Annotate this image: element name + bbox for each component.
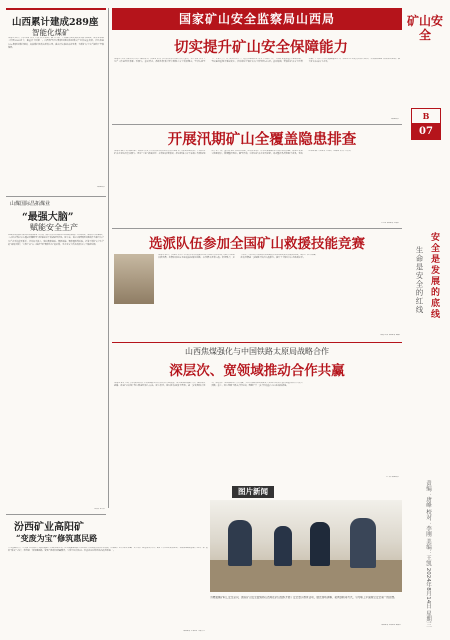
divider-3 xyxy=(112,342,402,343)
left-article1-byline: （韩惠靖） xyxy=(95,186,106,188)
masthead-banner xyxy=(112,8,402,30)
slogan-vertical-2: 生命是安全的红线 xyxy=(415,246,424,314)
article2-body: 本报讯 进入主汛期以来，国家矿山安全监察局山西局组织开展汛期矿山全覆盖隐患排查，全面检查矿山企业防汛责任落实、雨季“三防”措施执行、水害防治等情况。检查组深入井下采掘工作面和地面工业广场，重点排查矿井排水系统、地表水防治、应急物资储备等方面存在的问题，督促企业建立隐患清单，限期整改到位。截至目前，已检查矿山企业百余家，排查整改各类隐患千余条，有效防范化解了汛期安全风险，确保矿山安全度汛。 xyxy=(114,150,353,156)
left-article3-subtitle: “变废为宝”修筑惠民路 xyxy=(16,533,98,543)
left-divider-1 xyxy=(6,196,106,197)
divider-lead xyxy=(112,124,402,125)
page-number: 07 xyxy=(411,124,441,140)
article4-body: 本报讯 8月上旬，山西焦煤集团与中国铁路太原局集团召开座谈会，双方就深化战略合作、保障煤炭运输、推进“公转铁”等方面进行深入交流。双方表示，将以此次座谈为契机，进一步发挥各自优势，深层次、宽领域推动合作共赢，共同为保障国家能源安全和地方经济社会高质量发展作出更大贡献。会上，双方签署了相关合作协议，明确了下一步合作的重点方向和具体措施。 xyxy=(114,382,303,388)
lead-article-body: 本报讯 为切实提升矿山安全保障能力，国家矿山安全监察局山西局近日召开会议，对全省矿山安全生产工作进行再部署、再落实。会议要求，各级监察部门要牢固树立安全发展理念，坚持人民至上、生命至上，以“时时放心不下”的责任感抓好矿山安全各项工作，全面排查整治重大事故隐患，坚决遏制重特大事故发生，持续推动全省矿山安全形势稳定向好。会议强调，要强化矿山安全监管执法，严厉打击各类违法违规行为，推动企业主体责任落实到位。要加快推进矿山智能化建设，提升矿山本质安全水平。 xyxy=(114,58,400,64)
left-article2-kicker: 山煤国际昌拓煤业 xyxy=(10,201,51,207)
left-article1-title: 山西累计建成289座 xyxy=(12,17,99,28)
article2-title: 开展汛期矿山全覆盖隐患排查 xyxy=(167,131,357,148)
article2-byline: （李明 韩惠靖 赵静） xyxy=(379,222,400,224)
article3-body: 本报讯 近日，国家矿山安全监察局山西局选派优秀矿山救护队伍参加全国矿山救援技能竞赛。参赛队员经过多轮选拔和强化训练，在竞赛中沉着应战、密切配合，充分展示了山西矿山救援队伍过硬的技术本领和良好的精神风貌，取得了优异成绩。此次竞赛进一步锤炼了队伍实战能力，提升了全省矿山应急救援水平。 xyxy=(158,254,318,260)
photo-person-4 xyxy=(350,518,376,568)
article3-byline: 本报记者 韩惠靖 摄影 xyxy=(379,334,400,336)
left-article2-subtitle: 赋能安全生产 xyxy=(30,223,78,232)
lead-article-byline: （韩惠靖） xyxy=(389,118,400,120)
photo-news-caption: 为增强煤矿职工安全意识，国家矿山安全监察局山西局在矿区组织开展了安全警示教育活动，通过现场讲解、案例剖析等方式，引导职工牢固树立安全第一的思想。 xyxy=(210,596,397,599)
left-article3-body: 七月的骄阳下，汾西矿业高阳矿门前的道路上车辆往来有序。这条道路是该矿利用煤矸石等固废材料修筑而成，既解决了矸石堆放难题，又方便了周边群众出行。该矿坚持绿色发展理念，积极推进固废综合利用，把“废料”变成“宝贝”，修筑起一条条惠民路，受到当地群众普遍赞誉，实现了经济效益、社会效益和环境效益的有机统一。 xyxy=(8,547,208,553)
photo-person-1 xyxy=(228,520,252,566)
photo-news-label xyxy=(232,486,274,498)
article3-photo xyxy=(114,254,154,304)
article4-kicker: 山西焦煤强化与中国铁路太原局战略合作 xyxy=(185,347,329,356)
left-article2-body: 走进山煤国际昌拓煤业智能综采工作面，液压支架在电液控制系统的指挥下有序推移，采煤机自动截割，工人们在集控中心通过屏幕即可实时掌握井下设备运行状况。近年来，该公司把智能化建设作为提升安全生产水平的重要抓手，持续加大投入，建成智能综采、智能掘进、智能通风等系统，打造了煤矿安全生产的“最强大脑”，实现了从“人工巡检”到“智能监控”的转变，为企业安全高效发展注入了强劲动能。 xyxy=(8,234,104,246)
left-article2-byline: （郭晋 张伟） xyxy=(92,508,106,510)
lead-article-title: 切实提升矿山安全保障能力 xyxy=(174,39,348,56)
photo-person-2 xyxy=(274,526,292,566)
left-article1-subtitle: 智能化煤矿 xyxy=(32,28,70,37)
article3-title: 选派队伍参加全国矿山救援技能竞赛 xyxy=(149,236,365,252)
page-letter: B xyxy=(411,108,441,124)
page-footer: 责编：唐峰 校对：李刚 美编：王凯 2024年8月14日 星期三 xyxy=(425,480,431,627)
left-column-rule xyxy=(108,8,109,508)
article4-title: 深层次、宽领域推动合作共赢 xyxy=(169,363,345,379)
article4-byline: （王晋 韩惠靖） xyxy=(384,476,400,478)
left-divider-2 xyxy=(6,514,106,515)
left-article1-body: 本报讯 近日，山西省矿山安全部门传出消息，截至目前，全省累计建成智能化煤矿289座，智能化采掘工作面1360余个，数量居全国第一。山西省坚持以智能化建设推动煤炭产业高质量发展，持续推进5G+智能化煤矿建设，加快煤矿机器人研发应用，减人增安提效成效显著，为煤矿安全生产提供了坚强保障。 xyxy=(8,37,104,49)
left-article3-byline: （韩惠靖 李晓明 马新华） xyxy=(181,630,206,632)
left-article3-title: 汾西矿业高阳矿 xyxy=(14,522,84,533)
photo-news-label-text: 图片新闻 xyxy=(238,487,268,496)
photo-news-credit: （韩惠靖 杨晓明 摄影） xyxy=(379,624,402,626)
section-title: 矿山安全 xyxy=(406,14,443,42)
slogan-vertical: 安全是发展的底线 xyxy=(429,232,439,320)
photo-news-image xyxy=(210,500,402,592)
left-top-rule xyxy=(6,8,106,10)
divider-2 xyxy=(112,228,402,229)
masthead-title: 国家矿山安全监察局山西局 xyxy=(178,12,335,26)
photo-person-3 xyxy=(310,522,330,566)
left-article2-title: “最强大脑” xyxy=(22,212,74,223)
